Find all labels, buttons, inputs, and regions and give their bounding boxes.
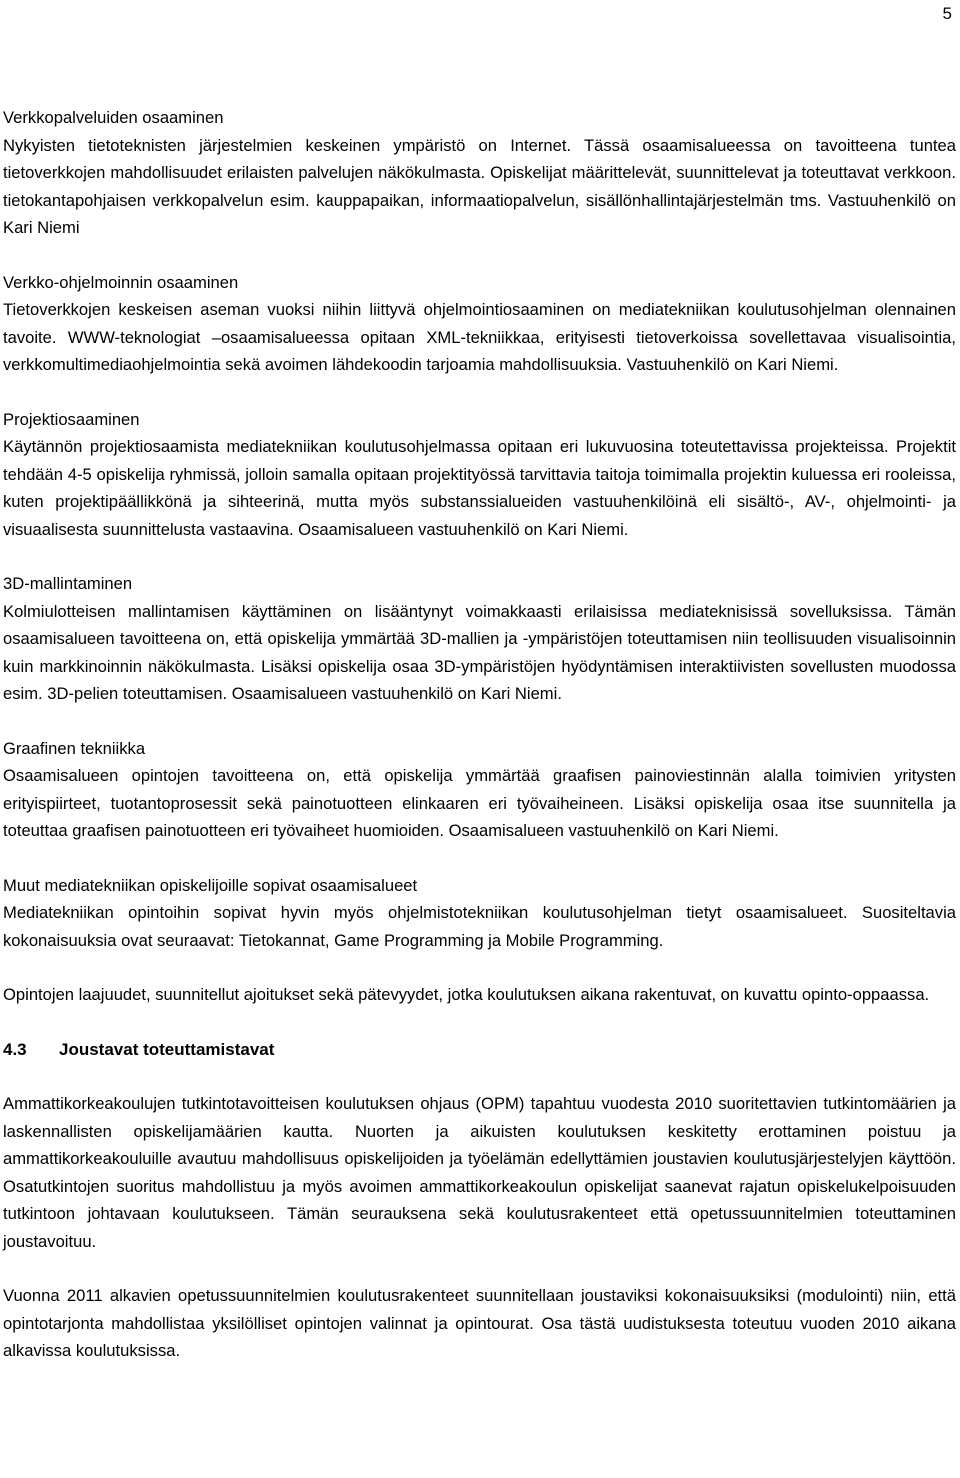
- document-body: [3, 104, 956, 1365]
- section-heading: Projektiosaaminen: [3, 409, 140, 429]
- page-number: 5: [942, 4, 952, 23]
- section-text: Nykyisten tietoteknisten järjestelmien keskeinen ympäristö on Internet. Tässä osaamisalueessa on tavoitteena tuntea tietoverkkojen mahdollisuudet erilaisten palvelujen näkökulmasta. Opiskelijat määrittelevät, suunnittelevat ja toteuttavat verkkoon. tietokantapohjaisen verkkopalvelun esim. kauppapaikan, informaatiopalvelun, sisällönhallintajärjestelmän tms. Vastuuhenkilö on Kari Niemi: [3, 135, 956, 237]
- section-3d-mallintaminen: [3, 570, 956, 708]
- section-muut-osaamisalueet: [3, 872, 956, 955]
- summary-paragraph: Opintojen laajuudet, suunnitellut ajoitukset sekä pätevyydet, jotka koulutuksen aikana rakentuvat, on kuvattu opinto-oppaassa.: [3, 985, 930, 1004]
- section-title: Joustavat toteuttamistavat: [59, 1039, 275, 1059]
- section-text: Osaamisalueen opintojen tavoitteena on, että opiskelija ymmärtää graafisen painoviestinnän alalla toimivien yritysten erityispiirteet, tuotantoprosessit sekä painotuotteen elinkaaren eri työvaiheineen. Lisäksi opiskelija osaa itse suunnitella ja toteuttaa graafisen painotuotteen eri työvaiheet huomioiden. Osaamisalueen vastuuhenkilö on Kari Niemi.: [3, 766, 956, 840]
- section-heading: Verkko-ohjelmoinnin osaaminen: [3, 272, 239, 292]
- section-graafinen-tekniikka: [3, 735, 956, 845]
- section-verkkopalveluiden: [3, 104, 956, 242]
- section-text: Mediatekniikan opintoihin sopivat hyvin myös ohjelmistotekniikan koulutusohjelman tietyt osaamisalueet. Suositeltavia kokonaisuuksia ovat seuraavat: Tietokannat, Game Programming ja Mobile Programming.: [3, 903, 956, 950]
- section-number: 4.3: [3, 1039, 27, 1059]
- section-text: Tietoverkkojen keskeisen aseman vuoksi niihin liittyvä ohjelmointiosaaminen on mediatekniikan koulutusohjelman olennainen tavoite. WWW-teknologiat –osaamisalueessa opitaan XML-tekniikkaa, erityisesti tietoverkoissa sovellettavaa visualisointia, verkkomultimediaohjelmointia sekä avoimen lähdekoodin tarjoamia mahdollisuuksia. Vastuuhenkilö on Kari Niemi.: [3, 300, 956, 374]
- section-43-paragraph: Ammattikorkeakoulujen tutkintotavoitteisen koulutuksen ohjaus (OPM) tapahtuu vuodesta 2010 suoritettavien tutkintomäärien ja laskennallisten opiskelijamäärien kautta. Nuorten ja aikuisten koulutuksen keskitetty erottaminen poistuu ja ammattikorkeakouluille avautuu mahdollisuus opiskelijoiden ja työelämän edellyttämien joustavien koulutusjärjestelyjen käyttöön. Osatutkintojen suoritus mahdollistuu ja myös avoimen ammattikorkeakoulun opiskelijat saanevat rajatun opiskelukelpoisuuden tutkintoon johtavaan koulutukseen. Tämän seurauksena sekä koulutusrakenteet että opetussuunnitelmien toteuttaminen joustavoituu.: [3, 1094, 956, 1251]
- section-heading: Graafinen tekniikka: [3, 738, 146, 758]
- section-heading: 3D-mallintaminen: [3, 574, 133, 593]
- section-verkko-ohjelmointi: [3, 269, 956, 379]
- section-heading: Muut mediatekniikan opiskelijoille sopivat osaamisalueet: [3, 875, 418, 895]
- section-43-paragraph: Vuonna 2011 alkavien opetussuunnitelmien koulutusrakenteet suunnitellaan joustaviksi kokonaisuuksiksi (modulointi) niin, että opintotarjonta mahdollistaa yksilölliset opintojen valinnat ja opintourat. Osa tästä uudistuksesta toteutuu vuoden 2010 aikana alkavissa koulutuksissa.: [3, 1286, 956, 1360]
- section-text: Käytännön projektiosaamista mediatekniikan koulutusohjelmassa opitaan eri lukuvuosina toteutettavissa projekteissa. Projektit tehdään 4-5 opiskelija ryhmissä, jolloin samalla opitaan projektityössä tarvittavia taitoja toimimalla projektin kuluessa eri rooleissa, kuten projektipäällikkönä ja sihteerinä, mutta myös substanssialueiden vastuuhenkilöinä eli sisältö-, AV-, ohjelmointi- ja visuaalisesta suunnittelusta vastaavina. Osaamisalueen vastuuhenkilö on Kari Niemi.: [3, 437, 956, 539]
- section-text: Kolmiulotteisen mallintamisen käyttäminen on lisääntynyt voimakkaasti erilaisissa mediateknisissä sovelluksissa. Tämän osaamisalueen tavoitteena on, että opiskelija ymmärtää 3D-mallien ja -ympäristöjen toteuttamisen niin teollisuuden visualisoinnin kuin markkinoinnin näkökulmasta. Lisäksi opiskelija osaa 3D-ympäristöjen hyödyntämisen interaktiivisten sovellusten muodossa esim. 3D-pelien toteuttamisen. Osaamisalueen vastuuhenkilö on Kari Niemi.: [3, 601, 956, 703]
- section-projektiosaaminen: [3, 406, 956, 544]
- section-heading: Verkkopalveluiden osaaminen: [3, 108, 224, 127]
- section-43-heading: [3, 1036, 956, 1064]
